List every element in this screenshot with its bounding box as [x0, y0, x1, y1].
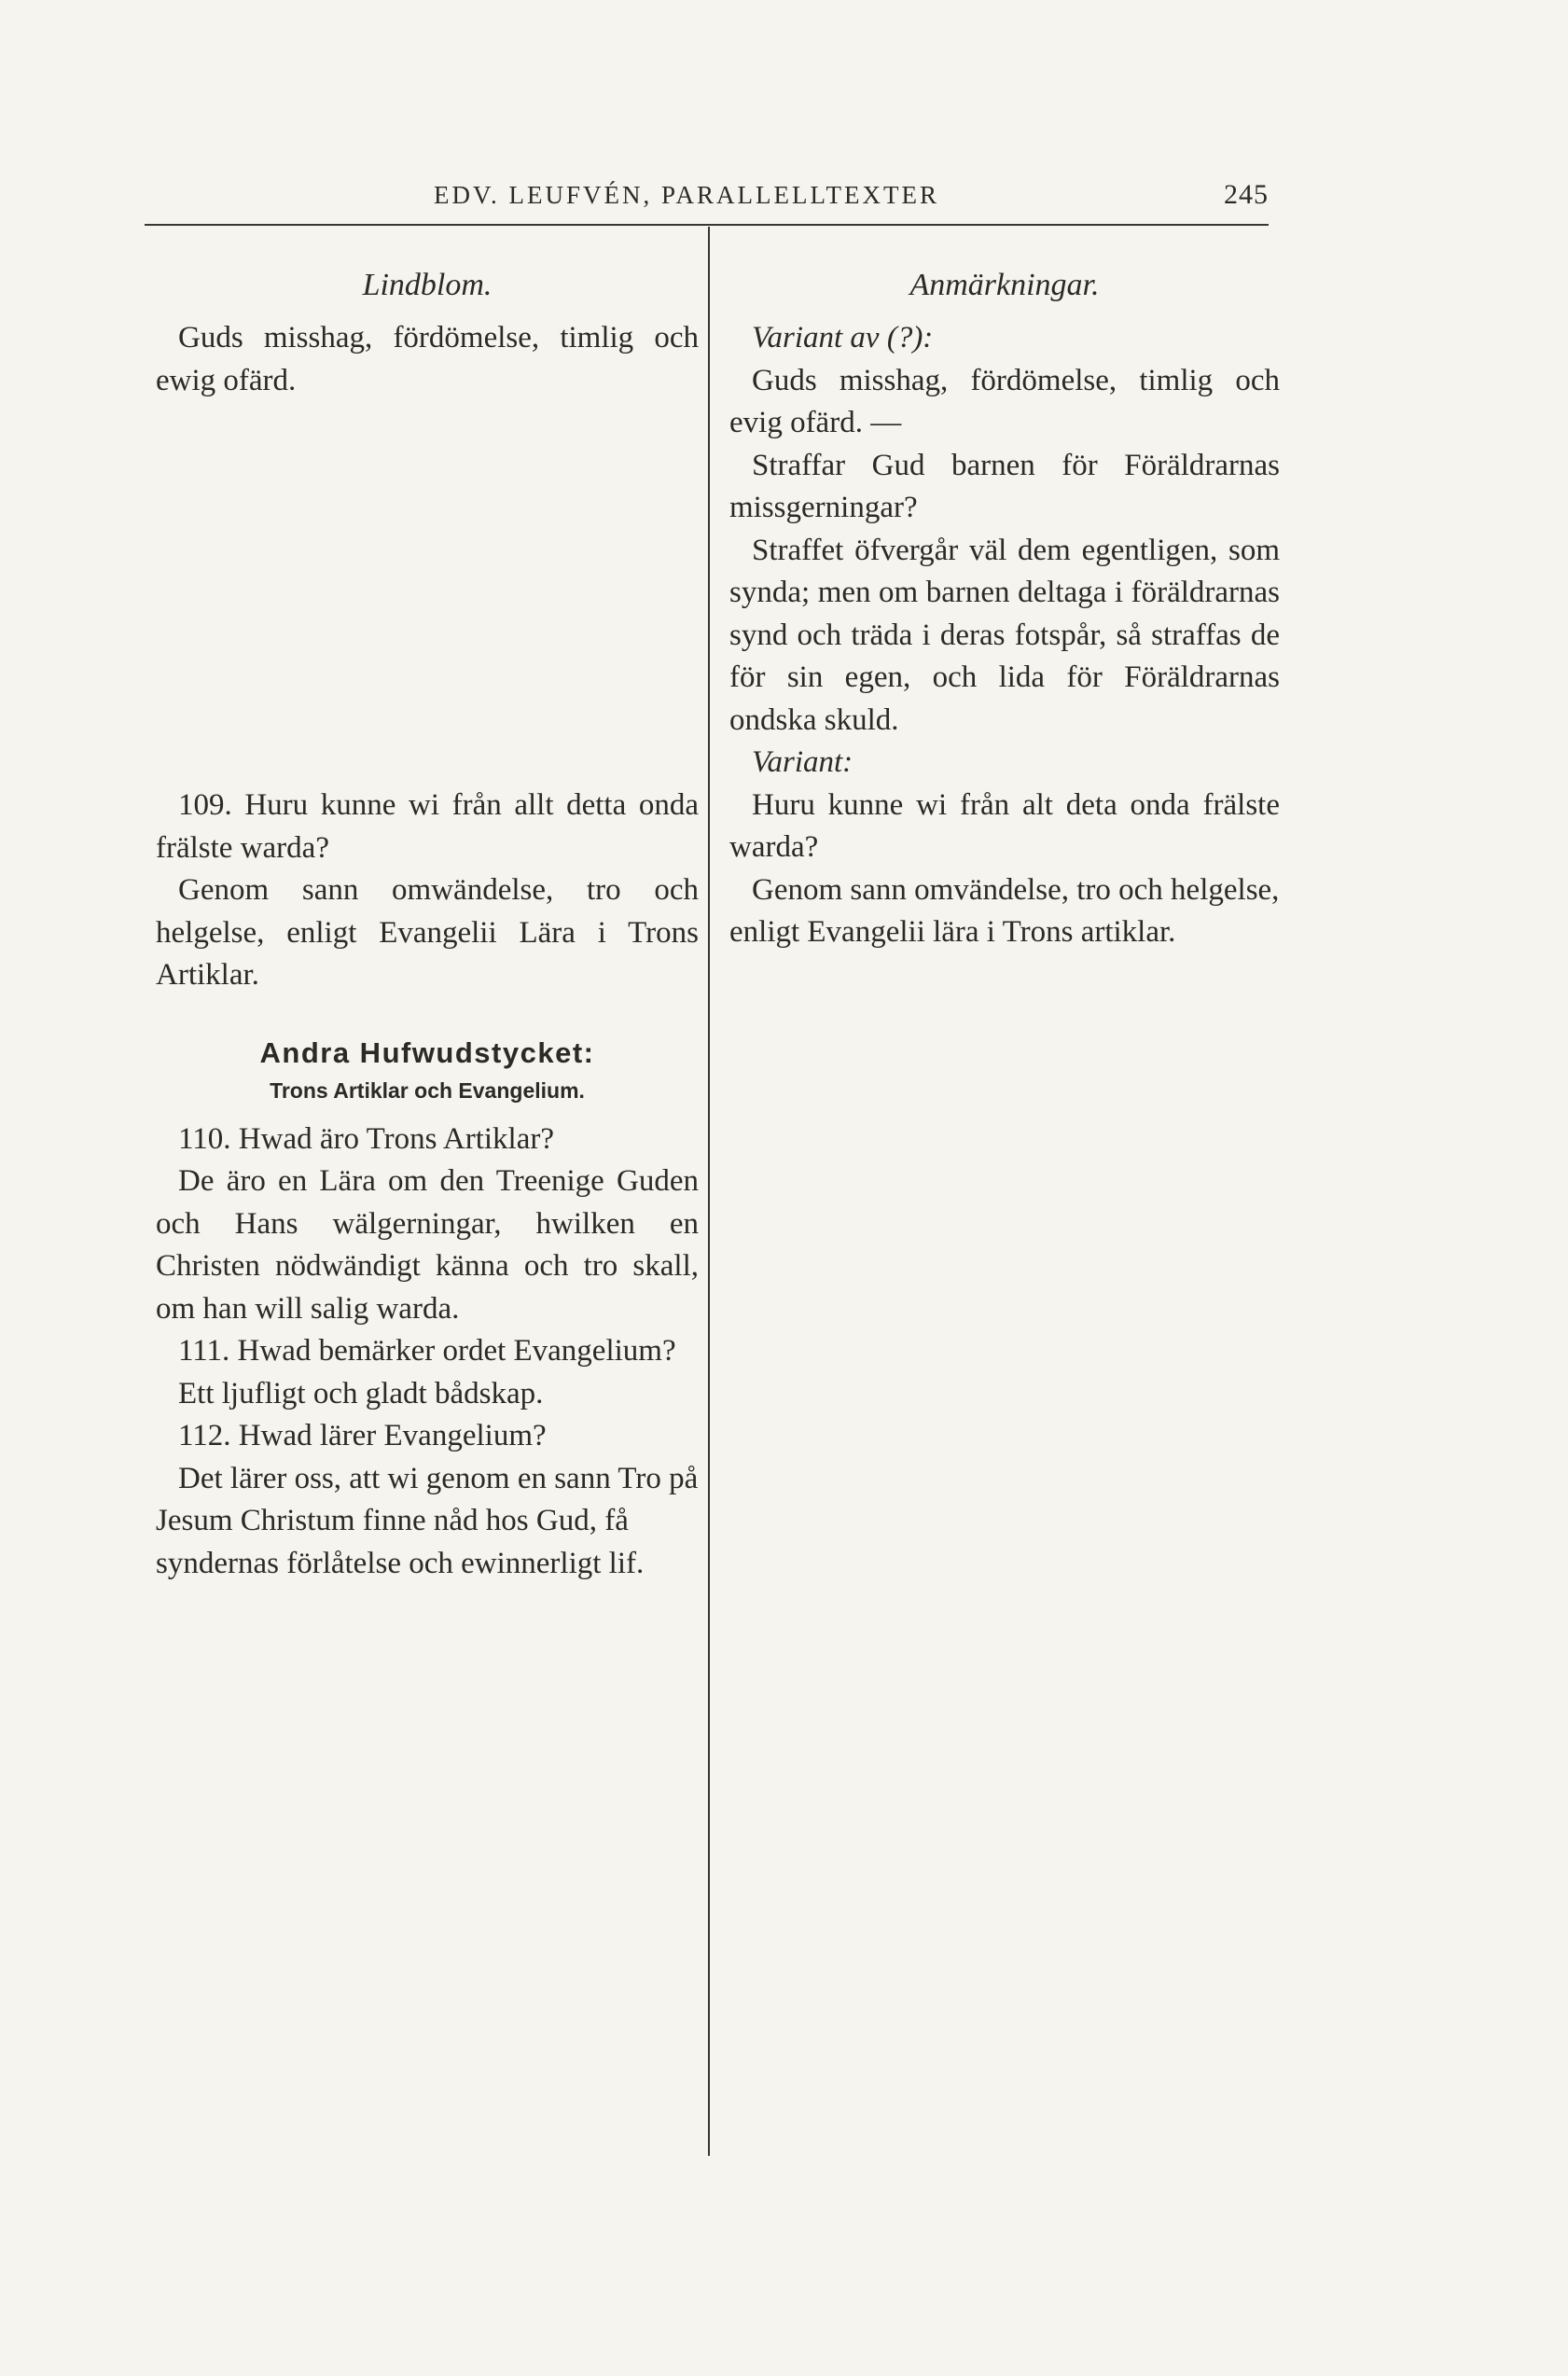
right-column	[729, 261, 1280, 954]
right-paragraph-4: Huru kunne wi från alt deta onda frälste warda?	[729, 787, 1280, 864]
left-paragraph-1: Guds misshag, fördömelse, timlig och ewig ofärd.	[156, 321, 699, 397]
right-paragraph-2: Straffar Gud barnen för Föräldrarnas missgerningar?	[729, 448, 1280, 524]
variant-label-1: Variant av (?):	[752, 321, 934, 354]
left-question-109: 109. Huru kunne wi från allt detta onda frälste warda?	[156, 788, 699, 865]
right-column-heading: Anmärkningar.	[909, 268, 1100, 302]
section-title: Andra Hufwudstycket:	[259, 1035, 595, 1069]
left-question-110: 110. Hwad äro Trons Artiklar?	[178, 1121, 554, 1156]
section-subtitle: Trons Artiklar och Evangelium.	[270, 1077, 585, 1103]
left-answer-111: Ett ljufligt och gladt bådskap.	[178, 1376, 544, 1410]
header-rule	[145, 224, 1269, 226]
header-title: EDV. LEUFVÉN, PARALLELLTEXTER	[434, 181, 940, 209]
left-question-112: 112. Hwad lärer Evangelium?	[178, 1419, 547, 1452]
left-question-111: 111. Hwad bemärker ordet Evangelium?	[178, 1334, 676, 1368]
left-answer-110: De äro en Lära om den Treenige Guden och Hans wälgerningar, hwilken en Christen nödwändigt känna och tro skall, om han will salig warda.	[156, 1164, 699, 1326]
left-spacer	[156, 402, 699, 785]
running-header	[145, 174, 1269, 220]
page-number: 245	[1224, 179, 1269, 210]
right-paragraph-3: Straffet öfvergår väl dem egentligen, som synda; men om barnen deltaga i föräldrarnas synd och träda i deras fotspår, så straffas de för sin egen, och lida för Föräldrarnas ondska skuld.	[729, 533, 1280, 737]
right-paragraph-5: Genom sann omvändelse, tro och helgelse, enligt Evangelii lära i Trons artiklar.	[729, 872, 1280, 949]
left-column	[156, 261, 699, 1585]
left-answer-109: Genom sann omwändelse, tro och helgelse, enligt Evangelii Lära i Trons Artiklar.	[156, 873, 699, 992]
variant-label-2: Variant:	[752, 745, 853, 779]
right-paragraph-1: Guds misshag, fördömelse, timlig och evig ofärd. —	[729, 363, 1280, 439]
left-answer-112: Det lärer oss, att wi genom en sann Tro på Jesum Christum finne nåd hos Gud, få syndernas förlåtelse och ewinnerligt lif.	[156, 1461, 699, 1580]
column-divider	[708, 227, 710, 2156]
left-column-heading: Lindblom.	[362, 268, 493, 302]
